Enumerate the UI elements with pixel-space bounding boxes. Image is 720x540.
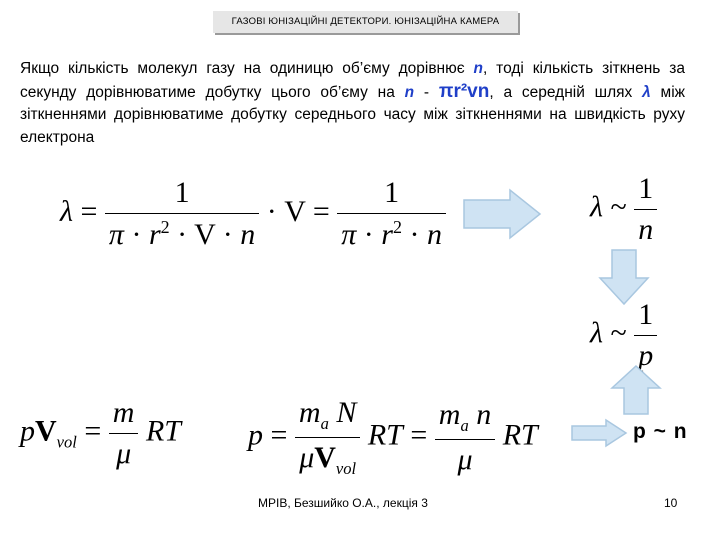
paragraph-text: - <box>414 83 439 101</box>
paragraph-text: , тоді кількість зіткнень за секунду дорівнюватиме добутку цього об’єму на <box>20 60 685 101</box>
equation-lambda-inverse-p: λ ~ $\frac{1}{p}$ <box>590 298 657 373</box>
footer-author: МРІВ, Безшийко О.А., лекція 3 <box>258 496 428 510</box>
paragraph-text: , а середній шлях <box>489 83 643 101</box>
variable-n: n <box>473 60 483 77</box>
body-paragraph <box>20 58 685 149</box>
slide-header <box>213 11 518 33</box>
page-number: 10 <box>664 496 678 510</box>
equation-pressure: p = $\frac{m_a N}{\mu V_{vol}}$ RT = $\frac{m_a n}{\mu}$ RT <box>248 396 538 478</box>
variable-lambda: λ <box>642 83 651 101</box>
equation-mean-free-path: λ = $\frac{1}{\pi \cdot r^2 \cdot V \cdot n}$ · V = $\frac{1}{\pi \cdot r^2 \cdot n}$ <box>60 176 446 252</box>
right-arrow-icon <box>462 188 542 240</box>
collision-formula: πr²vn <box>438 80 490 102</box>
slide-header-title: ГАЗОВІ ЮНІЗАЦІЙНІ ДЕТЕКТОРИ. ЮНІЗАЦІЙНА КАМЕРА <box>231 16 500 27</box>
right-arrow-icon <box>570 418 628 448</box>
up-arrow-icon <box>610 364 662 416</box>
pressure-density-relation: p ~ n <box>633 420 688 443</box>
equation-ideal-gas: $pV_{vol}$ = $\frac{m}{\mu}$ RT <box>20 396 181 470</box>
paragraph-text: між зіткненнями дорівнюватиме добутку середнього часу між зіткненнями на швидкість руху електрона <box>20 83 686 146</box>
variable-n: n <box>404 83 415 101</box>
equation-lambda-inverse-n: λ ~ $\frac{1}{n}$ <box>590 172 657 247</box>
paragraph-text: Якщо кількість молекул газу на одиницю об’єму дорівнює <box>20 60 474 77</box>
